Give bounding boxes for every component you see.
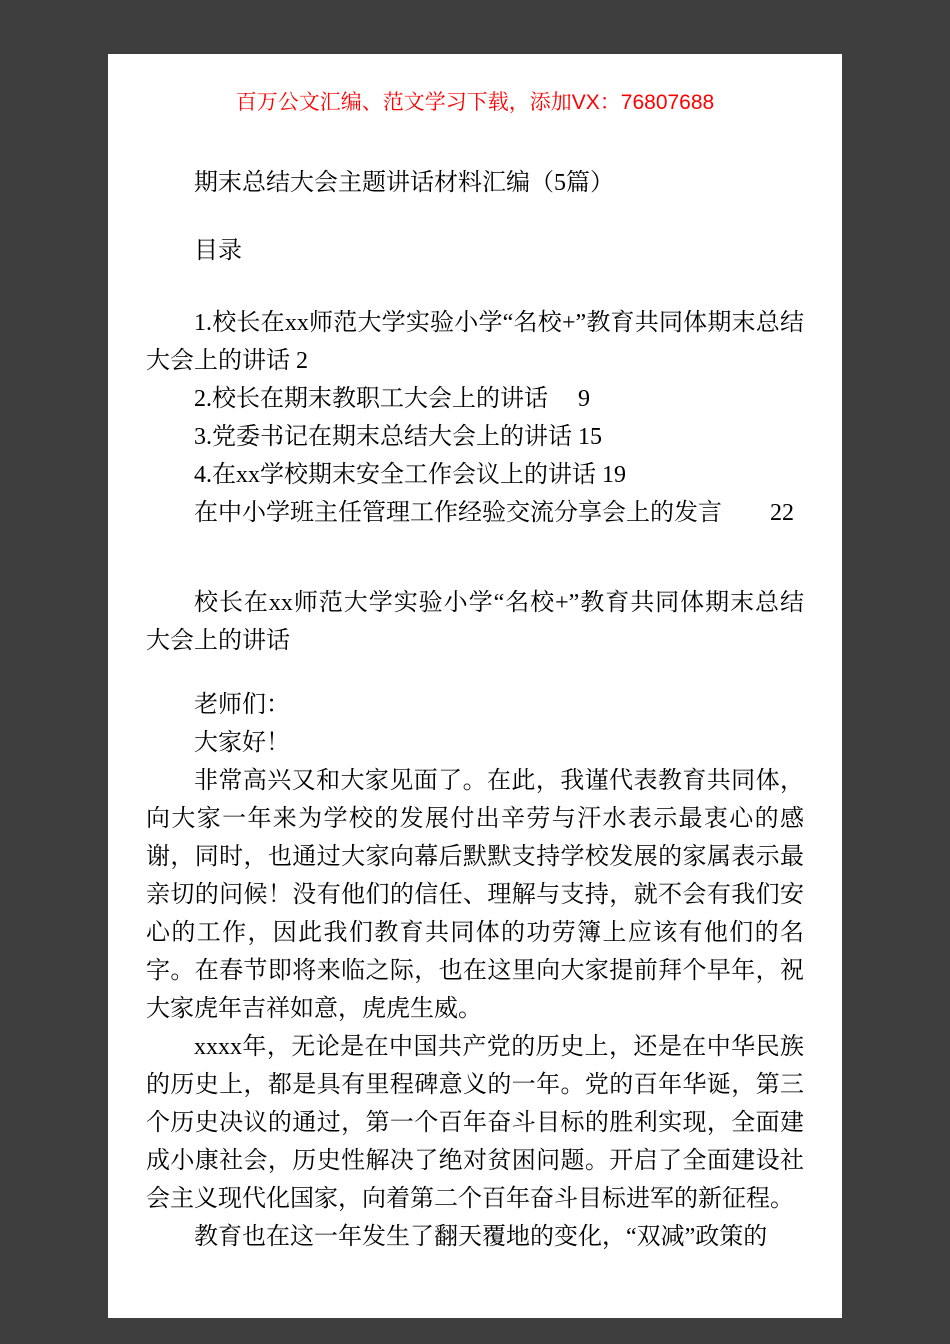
toc-entry: 4.在xx学校期末安全工作会议上的讲话 19	[194, 462, 626, 488]
toc-heading: 目录	[194, 238, 242, 264]
watermark-text: 百万公文汇编、范文学习下载，添加VX：76807688	[235, 91, 715, 114]
paragraph-greeting: 大家好！	[194, 730, 290, 756]
section-title: 校长在xx师范大学实验小学“名校+”教育共同体期末总结大会上的讲话	[146, 590, 804, 654]
document-body	[146, 164, 804, 1256]
toc-list	[146, 304, 804, 532]
toc-entry: 3.党委书记在期末总结大会上的讲话 15	[194, 424, 602, 450]
document-page	[108, 54, 842, 1318]
toc-entry: 1.校长在xx师范大学实验小学“名校+”教育共同体期末总结大会上的讲话 2	[146, 310, 804, 374]
paragraph: 教育也在这一年发生了翻天覆地的变化，“双减”政策的	[194, 1224, 768, 1250]
paragraph: xxxx年，无论是在中国共产党的历史上，还是在中华民族的历史上，都是具有里程碑意义的一年。党的百年华诞，第三个历史决议的通过，第一个百年奋斗目标的胜利实现，全面建成小康社会，历史性解决了绝对贫困问题。开启了全面建设社会主义现代化国家，向着第二个百年奋斗目标进军的新征程。	[146, 1034, 804, 1212]
document-title: 期末总结大会主题讲话材料汇编（5篇）	[194, 170, 614, 196]
paragraph-salutation: 老师们：	[194, 692, 290, 718]
toc-entry: 2.校长在期末教职工大会上的讲话 9	[194, 386, 590, 412]
paragraph: 非常高兴又和大家见面了。在此，我谨代表教育共同体，向大家一年来为学校的发展付出辛劳与汗水表示最衷心的感谢，同时，也通过大家向幕后默默支持学校发展的家属表示最亲切的问候！没有他们的信任、理解与支持，就不会有我们安心的工作，因此我们教育共同体的功劳簿上应该有他们的名字。在春节即将来临之际，也在这里向大家提前拜个早年，祝大家虎年吉祥如意，虎虎生威。	[146, 768, 804, 1022]
toc-entry: 在中小学班主任管理工作经验交流分享会上的发言 22	[194, 500, 794, 526]
